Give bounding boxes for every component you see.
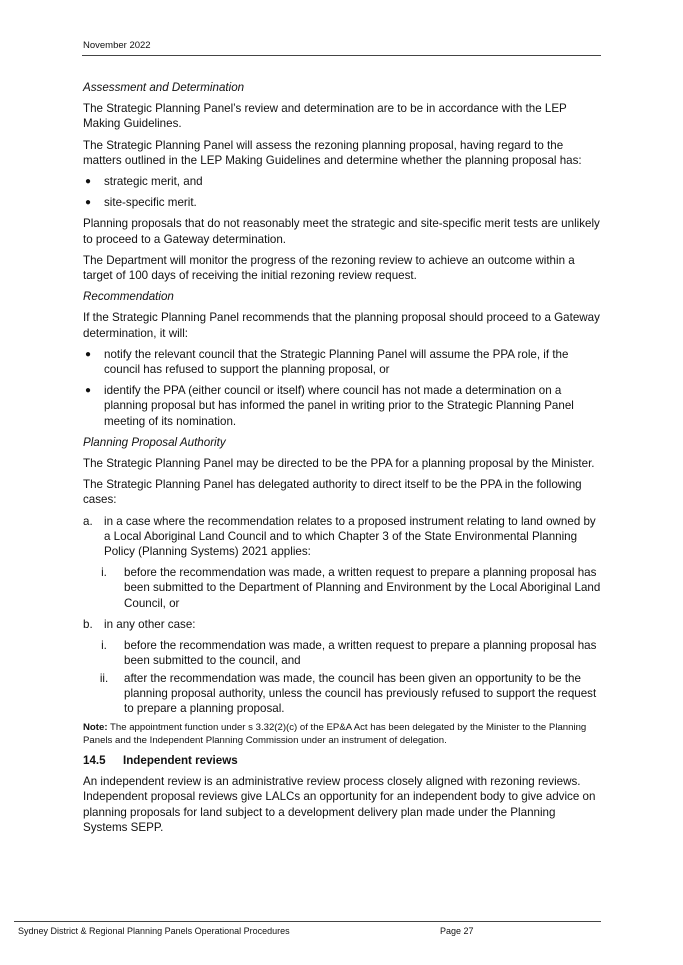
- paragraph: The Strategic Planning Panel has delegated authority to direct itself to be the PPA in the following cases:: [83, 478, 582, 507]
- bullet-icon: ●: [85, 176, 92, 188]
- paragraph: The Strategic Planning Panel’s review and determination are to be in accordance with the LEP Making Guidelines.: [83, 102, 567, 131]
- list-item: [83, 638, 603, 668]
- section-heading: [83, 753, 603, 768]
- section-number: 14.5: [83, 753, 106, 767]
- list-item-text: site-specific merit.: [104, 196, 197, 210]
- paragraph: The Strategic Planning Panel may be directed to be the PPA for a planning proposal by the Minister.: [83, 457, 595, 471]
- list-item: [83, 514, 603, 560]
- note: [83, 722, 603, 747]
- heading-assessment: Assessment and Determination: [83, 81, 245, 94]
- list-item-text: after the recommendation was made, the council has been given an opportunity to be the planning proposal authority, unless the council has previously refused to support the request to prepare a planning proposal.: [124, 671, 597, 715]
- list-marker: b.: [83, 617, 93, 631]
- paragraph: If the Strategic Planning Panel recommends that the planning proposal should proceed to a Gateway determination, it will:: [83, 311, 600, 340]
- list-item: [83, 174, 603, 189]
- header-divider: [82, 55, 601, 56]
- list-marker: a.: [83, 514, 93, 528]
- list-item: [83, 347, 603, 377]
- list-item-text: in any other case:: [104, 617, 196, 631]
- bullet-icon: ●: [85, 385, 92, 397]
- list-item: [83, 617, 603, 632]
- heading-recommendation: Recommendation: [83, 290, 174, 304]
- list-item-text: in a case where the recommendation relates to a proposed instrument relating to land owned by a Local Aboriginal Land Council and to which Chapter 3 of the State Environmental Planning Policy (Planning Systems) 2021 applies:: [104, 514, 596, 559]
- list-item: [83, 671, 603, 717]
- note-text: The appointment function under s 3.32(2)(c) of the EP&A Act has been delegated by the Minister to the Planning Panels and the Independent Planning Commission under an instrument of delegation.: [83, 722, 587, 746]
- list-item-text: notify the relevant council that the Strategic Planning Panel will assume the PPA role, if the council has refused to support the planning proposal, or: [104, 347, 569, 377]
- paragraph: Planning proposals that do not reasonably meet the strategic and site-specific merit tests are unlikely to proceed to a Gateway determination.: [83, 217, 600, 246]
- list-marker: i.: [101, 639, 107, 653]
- page-number: Page 27: [440, 926, 474, 936]
- page-header-date: November 2022: [83, 40, 151, 51]
- list-item-text: before the recommendation was made, a written request to prepare a planning proposal has been submitted to the council, and: [124, 639, 597, 668]
- bullet-icon: ●: [85, 197, 92, 209]
- bullet-icon: ●: [85, 348, 92, 360]
- page-content: [83, 80, 603, 841]
- paragraph: An independent review is an administrative review process closely aligned with rezoning reviews. Independent proposal reviews give LALCs an opportunity for an independent body to give advice on planning proposals for land subject to a development delivery plan made under the Planning Systems SEPP.: [83, 775, 596, 834]
- list-marker: i.: [101, 566, 107, 580]
- heading-ppa: Planning Proposal Authority: [83, 435, 226, 449]
- footer-divider: [14, 921, 601, 922]
- footer-title: Sydney District & Regional Planning Panels Operational Procedures: [18, 926, 290, 936]
- list-item-text: identify the PPA (either council or itself) where council has not made a determination on a planning proposal but has informed the panel in writing prior to the Strategic Planning Panel meeting of its nomination.: [104, 384, 574, 428]
- paragraph: The Strategic Planning Panel will assess the rezoning planning proposal, having regard to the matters outlined in the LEP Making Guidelines and determine whether the planning proposal has:: [83, 138, 582, 167]
- list-item: [83, 383, 603, 429]
- list-marker: ii.: [99, 671, 109, 685]
- list-item-text: strategic merit, and: [104, 175, 203, 189]
- note-label: Note:: [83, 722, 108, 734]
- paragraph: The Department will monitor the progress of the rezoning review to achieve an outcome within a target of 100 days of receiving the initial rezoning review request.: [83, 253, 575, 283]
- list-item-text: before the recommendation was made, a written request to prepare a planning proposal has been submitted to the Department of Planning and Environment by the Local Aboriginal Land Council, or: [124, 566, 601, 610]
- list-item: [83, 565, 603, 611]
- list-item: [83, 195, 603, 210]
- section-title: Independent reviews: [123, 753, 238, 767]
